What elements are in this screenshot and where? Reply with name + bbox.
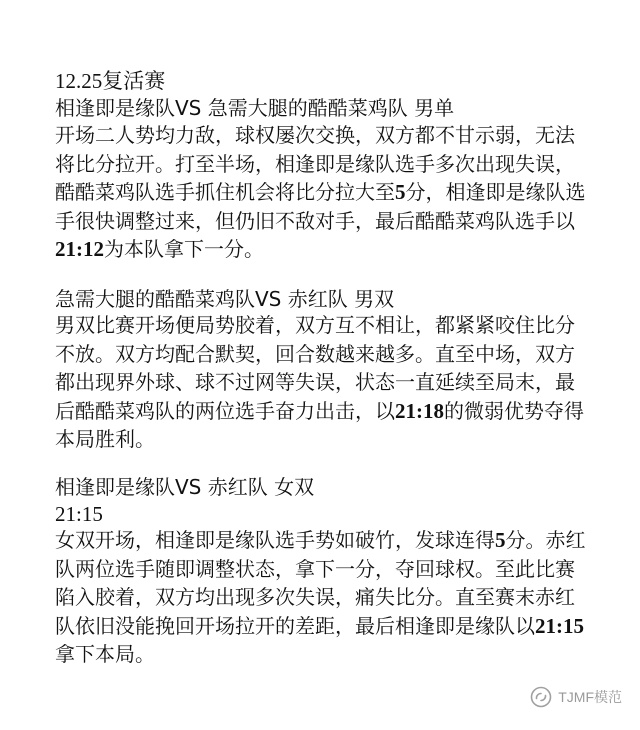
- match-1-point-gap: 5: [395, 180, 406, 205]
- match-1-title: 相逢即是缘队VS 急需大腿的酷酷菜鸡队 男单: [55, 96, 455, 120]
- watermark: [530, 686, 622, 708]
- wechat-official-account-icon: [530, 686, 552, 708]
- match-2-description: 男双比赛开场便局势胶着，双方互不相让，都紧紧咬住比分不放。双方均配合默契，回合数越来越多。直至中场，双方都出现界外球、球不过网等失误，状态一直延续至局末，最后酷酷菜鸡队的两位选手奋力出击，以21:18的微弱优势夺得本局胜利。: [55, 313, 584, 452]
- match-3-description: 女双开场，相逢即是缘队选手势如破竹，发球连得5分。赤红队两位选手随即调整状态，拿下一分，夺回球权。至此比赛陷入胶着，双方均出现多次失误，痛失比分。直至赛末赤红队依旧没能挽回开场拉开的差距，最后相逢即是缘队以21:15拿下本局。: [55, 528, 586, 667]
- watermark-text: TJMF模范: [558, 689, 622, 705]
- match-1-final-score: 21:12: [55, 237, 104, 262]
- match-2-title: 急需大腿的酷酷菜鸡队VS 赤红队 男双: [55, 287, 395, 311]
- event-date-title: 12.25复活赛: [55, 69, 166, 93]
- match-3-score: 21:15: [55, 502, 103, 526]
- match-3-point-streak: 5: [495, 528, 506, 552]
- match-1-description: 开场二人势均力敌，球权屡次交换，双方都不甘示弱，无法将比分拉开。打至半场，相逢即是缘队选手多次出现失误，酷酷菜鸡队选手抓住机会将比分拉大至5分，相逢即是缘队选手很快调整过来，但仍旧不敌对手，最后酷酷菜鸡队选手以21:12为本队拿下一分。: [55, 123, 586, 262]
- match-3-title: 相逢即是缘队VS 赤红队 女双: [55, 475, 315, 499]
- match-2-final-score: 21:18: [395, 398, 444, 423]
- match-3-final-score: 21:15: [535, 613, 584, 638]
